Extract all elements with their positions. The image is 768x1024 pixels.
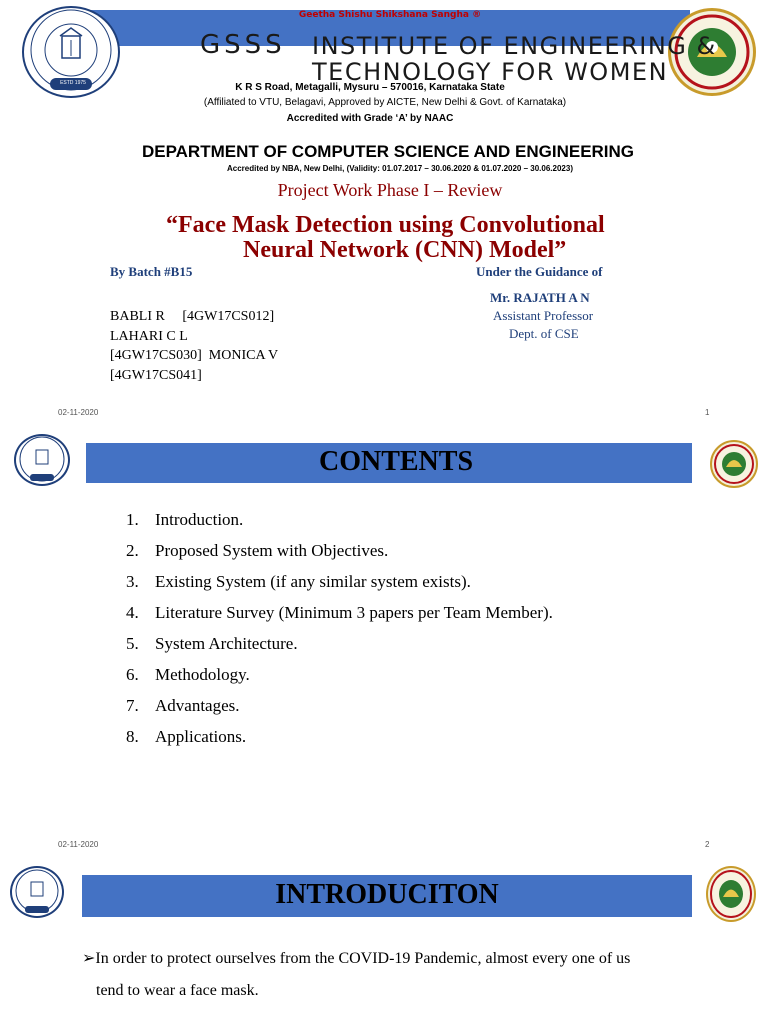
contents-list: [126, 510, 686, 760]
slide-number: 2: [705, 840, 710, 849]
batch-label: By Batch #B15: [110, 264, 193, 279]
slide-date: 02-11-2020: [58, 408, 99, 417]
address: K R S Road, Metagalli, Mysuru – 570016, Karnataka State: [235, 82, 505, 93]
affiliation: (Affiliated to VTU, Belagavi, Approved by AICTE, New Delhi & Govt. of Karnataka): [203, 97, 567, 108]
department-title: DEPARTMENT OF COMPUTER SCIENCE AND ENGINEERING: [141, 142, 635, 161]
list-item: 6. Methodology.: [126, 665, 250, 684]
list-item: 7. Advantages.: [126, 696, 240, 715]
institute-name-line2: TECHNOLOGY FOR WOMEN: [312, 58, 669, 86]
intro-bullet-1-cont: tend to wear a face mask.: [96, 982, 259, 999]
college-seal-icon: [16, 436, 68, 484]
member-line-4: [4GW17CS041]: [110, 368, 202, 383]
list-item: 1. Introduction.: [126, 510, 244, 529]
college-logo: [22, 6, 120, 98]
contents-heading: CONTENTS: [318, 446, 474, 477]
emblem-icon: [708, 868, 754, 920]
list-item: 3. Existing System (if any similar system exists).: [126, 572, 471, 591]
intro-bullet-1: ➢In order to protect ourselves from the COVID-19 Pandemic, almost every one of us: [82, 950, 631, 967]
institute-name-line1: INSTITUTE OF ENGINEERING &: [312, 32, 717, 60]
project-title-line1: “Face Mask Detection using Convolutional: [166, 212, 605, 238]
guide-dept: Dept. of CSE: [509, 326, 579, 341]
accreditation: Accredited with Grade ‘A’ by NAAC: [286, 113, 454, 124]
member-line-2: LAHARI C L: [110, 329, 188, 344]
slide-number: 1: [705, 408, 710, 417]
vtu-logo: [706, 866, 756, 922]
college-logo: [14, 434, 70, 486]
guide-designation: Assistant Professor: [493, 308, 594, 323]
logo-caption: ESTD 1975: [60, 80, 86, 86]
guidance-label: Under the Guidance of: [476, 264, 603, 279]
nba-accreditation: Accredited by NBA, New Delhi, (Validity: 01.07.2017 – 30.06.2020 & 01.07.2020 – 30.06.2023): [227, 164, 573, 173]
college-seal-icon: [12, 868, 62, 916]
project-title-line2: Neural Network (CNN) Model”: [243, 237, 567, 263]
list-item: 4. Literature Survey (Minimum 3 papers per Team Member).: [126, 603, 553, 622]
list-item: 8. Applications.: [126, 727, 247, 746]
vtu-logo: [710, 440, 758, 488]
bullet-arrow-icon: ➢: [82, 950, 96, 967]
guide-name: Mr. RAJATH A N: [490, 290, 590, 305]
top-banner: Geetha Shishu Shikshana Sangha ®: [298, 10, 482, 20]
member-line-3: [4GW17CS030] MONICA V: [110, 348, 279, 363]
list-item: 5. System Architecture.: [126, 634, 298, 653]
emblem-icon: [712, 442, 756, 486]
slide-date: 02-11-2020: [58, 840, 99, 849]
intro-heading: INTRODUCITON: [275, 879, 499, 910]
college-logo: [10, 866, 64, 918]
phase-title: Project Work Phase I – Review: [277, 180, 503, 200]
list-item: 2. Proposed System with Objectives.: [126, 541, 389, 560]
member-line-1: BABLI R [4GW17CS012]: [110, 309, 275, 324]
org-short: GSSS: [200, 30, 286, 60]
